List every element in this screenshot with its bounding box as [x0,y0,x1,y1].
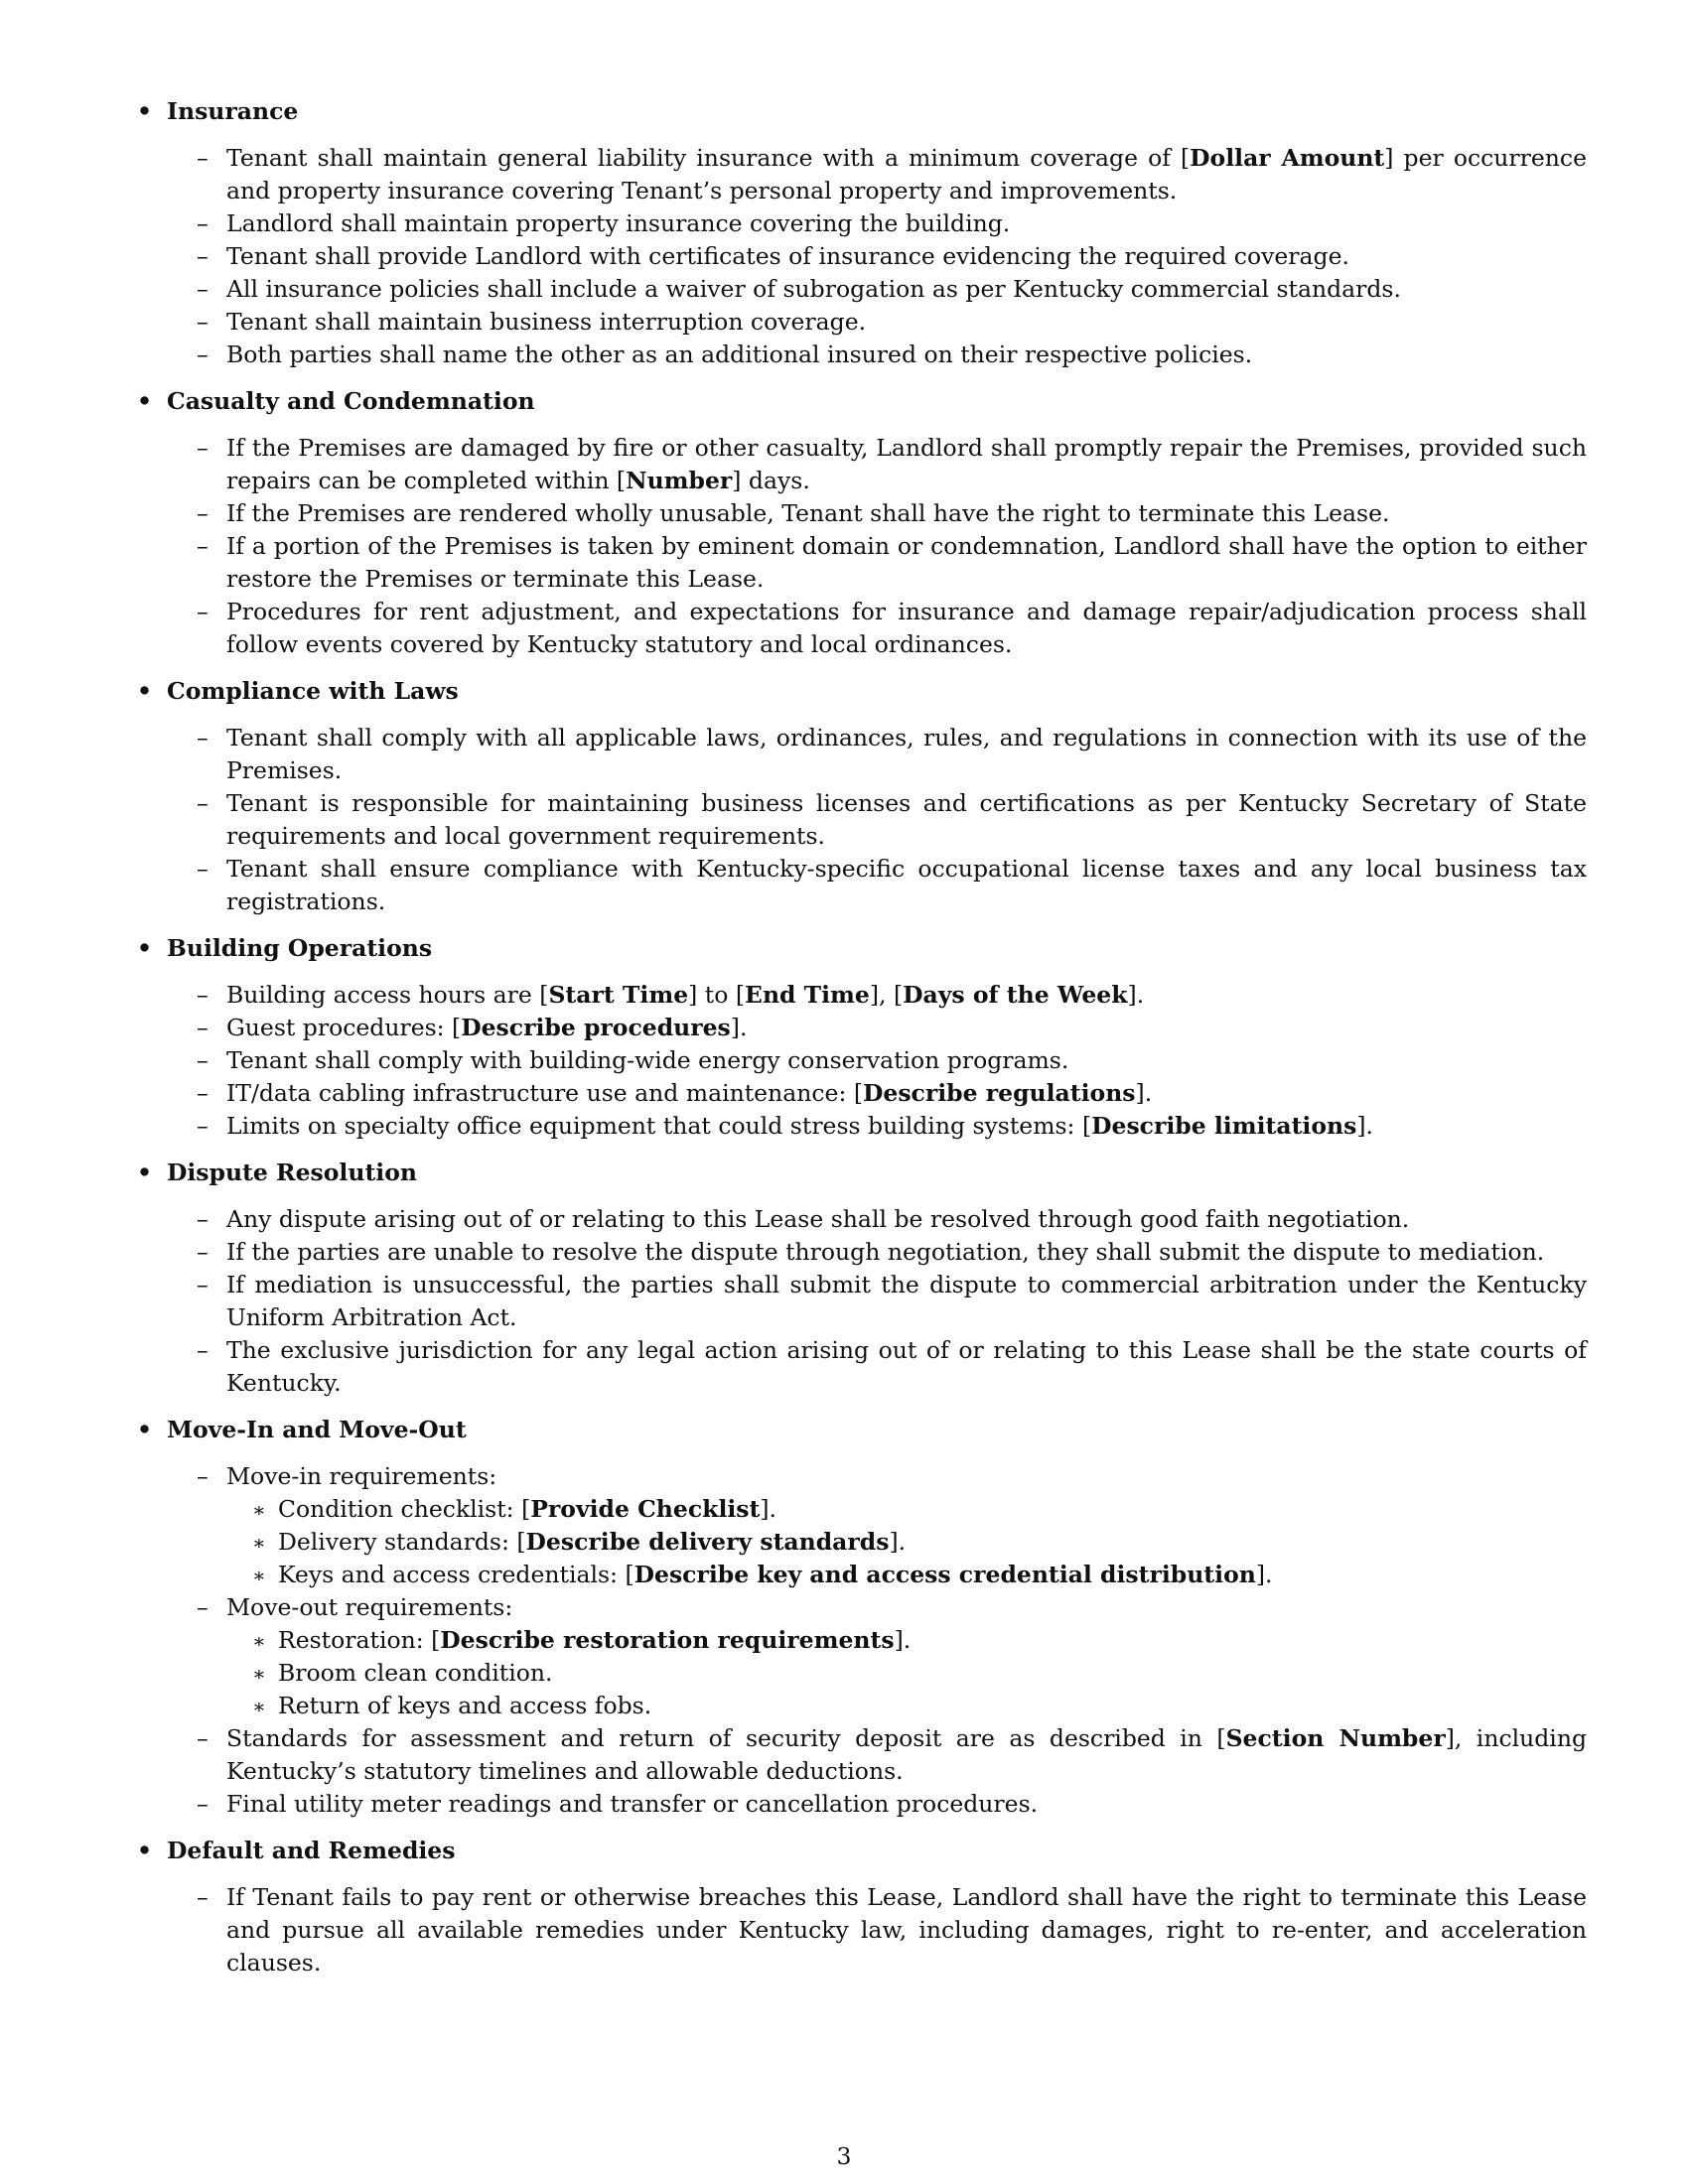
text-run: Landlord shall maintain property insurance covering the building. [226,209,1011,237]
item-list [167,1460,1587,1821]
dash-icon: – [197,598,209,625]
list-item [197,1788,1587,1821]
placeholder-field: Describe regulations [863,1079,1136,1107]
text-run: Tenant is responsible for maintaining business licenses and certifications as per Kentucky Secretary of State requirements and local government requirements. [226,789,1587,850]
list-item [197,1591,1587,1722]
text-run: Final utility meter readings and transfer or cancellation procedures. [226,1790,1039,1818]
list-item [197,306,1587,339]
placeholder-field: Start Time [548,981,689,1009]
text-run: ]. [889,1528,907,1556]
text-run: If mediation is unsuccessful, the parties shall submit the dispute to commercial arbitration under the Kentucky Uniform Arbitration Act. [226,1271,1587,1331]
placeholder-field: Describe key and access credential distribution [633,1561,1256,1588]
text-run: ]. [1127,981,1145,1009]
text-run: ] per occurrence and property insurance covering Tenant’s personal property and improvements. [226,144,1588,205]
list-item [197,1269,1587,1334]
list-item [197,207,1587,240]
asterisk-icon: ∗ [252,1564,266,1587]
list-item [197,530,1587,596]
text-run: The exclusive jurisdiction for any legal action arising out of or relating to this Lease shall be the state courts of Kentucky. [226,1336,1587,1397]
section [133,1157,1587,1400]
bullet-icon: • [137,1416,153,1443]
item-list [167,1881,1587,1979]
text-run: ]. [1356,1112,1373,1140]
text-run: ] days. [732,467,810,494]
list-item [197,1012,1587,1044]
asterisk-icon: ∗ [252,1498,266,1522]
sub-list-item [252,1690,1587,1722]
list-item [197,1044,1587,1077]
text-run: Tenant shall comply with all applicable laws, ordinances, rules, and regulations in connection with its use of the Premises. [226,724,1587,784]
dash-icon: – [197,789,209,817]
text-run: Both parties shall name the other as an additional insured on their respective policies. [226,341,1253,368]
item-list [167,722,1587,918]
bullet-icon: • [137,387,153,415]
text-run: If the Premises are rendered wholly unusable, Tenant shall have the right to terminate this Lease. [226,499,1390,527]
sub-list-item [252,1493,1587,1526]
list-item [197,979,1587,1012]
section [133,95,1587,371]
text-run: Tenant shall maintain business interruption coverage. [226,308,867,336]
text-run: If the Premises are damaged by fire or other casualty, Landlord shall promptly repair the Premises, provided such repairs can be completed within [ [226,434,1587,494]
list-item [197,432,1587,497]
dash-icon: – [197,209,209,237]
text-run: Standards for assessment and return of security deposit are as described in [ [226,1724,1226,1752]
item-list [167,1203,1587,1400]
dash-icon: – [197,308,209,336]
placeholder-field: End Time [745,981,870,1009]
text-run: Any dispute arising out of or relating to this Lease shall be resolved through good faith negotiation. [226,1205,1410,1233]
dash-icon: – [197,144,209,172]
text-run: If Tenant fails to pay rent or otherwise breaches this Lease, Landlord shall have the right to terminate this Lease and pursue all available remedies under Kentucky law, including damages, right to re-enter, and acceleration clauses. [226,1883,1587,1977]
dash-icon: – [197,242,209,270]
dash-icon: – [197,1014,209,1041]
dash-icon: – [197,1336,209,1364]
text-run: ]. [894,1626,912,1654]
dash-icon: – [197,1271,209,1298]
text-run: ], including Kentucky’s statutory timelines and allowable deductions. [226,1724,1587,1785]
text-run: All insurance policies shall include a waiver of subrogation as per Kentucky commercial standards. [226,275,1401,303]
dash-icon: – [197,532,209,560]
asterisk-icon: ∗ [252,1695,266,1718]
item-list [167,142,1587,371]
asterisk-icon: ∗ [252,1629,266,1653]
section-title: Compliance with Laws [167,677,459,705]
placeholder-field: Describe delivery standards [525,1528,890,1556]
placeholder-field: Describe restoration requirements [440,1626,895,1654]
sub-list-item [252,1526,1587,1559]
placeholder-field: Number [626,467,733,494]
list-item [197,1077,1587,1110]
dash-icon: – [197,1724,209,1752]
list-item [197,787,1587,853]
text-run: IT/data cabling infrastructure use and maintenance: [ [226,1079,863,1107]
text-run: If the parties are unable to resolve the dispute through negotiation, they shall submit the dispute to mediation. [226,1238,1545,1266]
text-run: Procedures for rent adjustment, and expectations for insurance and damage repair/adjudication process shall follow events covered by Kentucky statutory and local ordinances. [226,598,1587,658]
asterisk-icon: ∗ [252,1531,266,1555]
text-run: Tenant shall comply with building-wide energy conservation programs. [226,1046,1069,1074]
placeholder-field: Dollar Amount [1190,144,1385,172]
text-run: ]. [1135,1079,1153,1107]
section-title: Casualty and Condemnation [167,387,535,415]
dash-icon: – [197,1079,209,1107]
subitem-list [226,1493,1587,1591]
text-run: ] to [ [688,981,746,1009]
text-run: Keys and access credentials: [ [278,1561,634,1588]
section [133,932,1587,1143]
bullet-icon: • [137,677,153,705]
list-item [197,1722,1587,1788]
section [133,1414,1587,1821]
sub-list-item [252,1657,1587,1690]
list-item [197,273,1587,306]
text-run: ]. [1255,1561,1273,1588]
item-list [167,432,1587,661]
list-item [197,722,1587,787]
dash-icon: – [197,1205,209,1233]
dash-icon: – [197,434,209,462]
text-run: Building access hours are [ [226,981,549,1009]
list-item [197,1334,1587,1400]
section [133,385,1587,661]
dash-icon: – [197,1238,209,1266]
asterisk-icon: ∗ [252,1662,266,1686]
placeholder-field: Days of the Week [903,981,1128,1009]
text-run: Return of keys and access fobs. [278,1692,652,1719]
placeholder-field: Section Number [1225,1724,1446,1752]
list-item [197,1881,1587,1979]
dash-icon: – [197,341,209,368]
sub-list-item [252,1559,1587,1591]
section-title: Insurance [167,97,299,125]
list-item [197,1110,1587,1143]
bullet-icon: • [137,97,153,125]
sub-list-item [252,1624,1587,1657]
text-run: ]. [760,1495,777,1523]
text-run: Guest procedures: [ [226,1014,462,1041]
list-item [197,1460,1587,1591]
dash-icon: – [197,1046,209,1074]
section-title: Move-In and Move-Out [167,1416,467,1443]
placeholder-field: Describe procedures [461,1014,731,1041]
list-item [197,1236,1587,1269]
list-item [197,853,1587,918]
dash-icon: – [197,1883,209,1911]
text-run: Tenant shall provide Landlord with certificates of insurance evidencing the required coverage. [226,242,1349,270]
text-run: Delivery standards: [ [278,1528,526,1556]
list-item [197,142,1588,207]
text-run: ], [ [869,981,904,1009]
list-item [197,596,1587,661]
dash-icon: – [197,1112,209,1140]
text-run: If a portion of the Premises is taken by eminent domain or condemnation, Landlord shall have the option to either restore the Premises or terminate this Lease. [226,532,1587,593]
section-title: Dispute Resolution [167,1159,417,1186]
text-run: Broom clean condition. [278,1659,553,1687]
section-title: Building Operations [167,934,433,962]
section [133,675,1587,918]
bullet-icon: • [137,934,153,962]
dash-icon: – [197,499,209,527]
section-title: Default and Remedies [167,1837,456,1864]
text-run: Move-out requirements: [226,1593,513,1621]
dash-icon: – [197,1790,209,1818]
bullet-icon: • [137,1159,153,1186]
dash-icon: – [197,724,209,751]
text-run: Condition checklist: [ [278,1495,531,1523]
text-run: ]. [730,1014,748,1041]
text-run: Limits on specialty office equipment that could stress building systems: [ [226,1112,1092,1140]
text-run: Tenant shall maintain general liability insurance with a minimum coverage of [ [226,144,1191,172]
text-run: Move-in requirements: [226,1462,497,1490]
list-item [197,339,1587,371]
list-item [197,1203,1587,1236]
item-list [167,979,1587,1143]
document-content [133,95,1587,1993]
dash-icon: – [197,981,209,1009]
list-item [197,497,1587,530]
list-item [197,240,1587,273]
section [133,1835,1587,1979]
subitem-list [226,1624,1587,1722]
section-list [133,95,1587,1979]
placeholder-field: Provide Checklist [530,1495,761,1523]
dash-icon: – [197,1593,209,1621]
text-run: Restoration: [ [278,1626,441,1654]
dash-icon: – [197,855,209,883]
placeholder-field: Describe limitations [1091,1112,1357,1140]
dash-icon: – [197,275,209,303]
dash-icon: – [197,1462,209,1490]
page-number: 3 [836,2142,852,2170]
bullet-icon: • [137,1837,153,1864]
text-run: Tenant shall ensure compliance with Kentucky-specific occupational license taxes and any local business tax registrations. [226,855,1587,915]
